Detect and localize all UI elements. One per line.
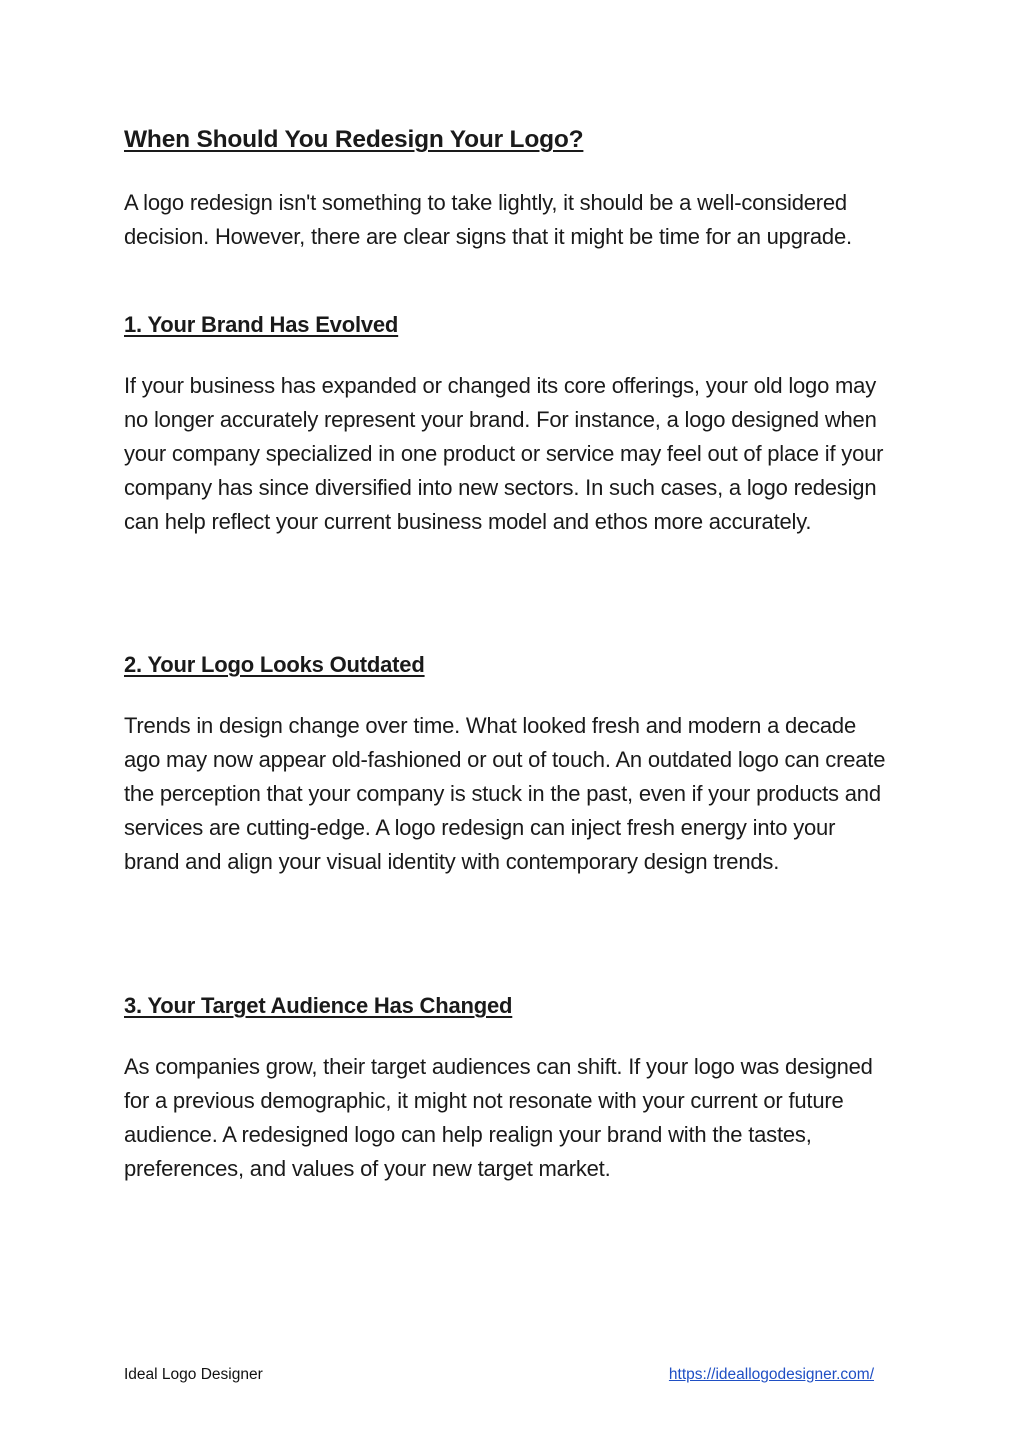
page-title: When Should You Redesign Your Logo? xyxy=(124,126,584,153)
footer-website-link[interactable]: https://ideallogodesigner.com/ xyxy=(668,1366,874,1383)
section-heading-brand-evolved: 1. Your Brand Has Evolved xyxy=(124,312,399,337)
section-body-brand-evolved: If your business has expanded or changed its core offerings, your old logo may no longer accurately represent your brand. For instance, a logo designed when your company specialized in one product or service may feel out of place if your company has since diversified into new sectors. In such cases, a logo redesign can help reflect your current business model and ethos more accurately. xyxy=(124,373,884,534)
footer-company-name: Ideal Logo Designer xyxy=(124,1366,263,1383)
section-heading-audience-changed: 3. Your Target Audience Has Changed xyxy=(124,993,513,1018)
section-body-audience-changed: As companies grow, their target audiences can shift. If your logo was designed for a previous demographic, it might not resonate with your current or future audience. A redesigned logo can help realign your brand with the tastes, preferences, and values of your new target market. xyxy=(124,1054,873,1181)
section-heading-logo-outdated: 2. Your Logo Looks Outdated xyxy=(124,652,425,677)
intro-paragraph: A logo redesign isn't something to take lightly, it should be a well-considered decision. However, there are clear signs that it might be time for an upgrade. xyxy=(124,190,852,249)
section-body-logo-outdated: Trends in design change over time. What looked fresh and modern a decade ago may now appear old-fashioned or out of touch. An outdated logo can create the perception that your company is stuck in the past, even if your products and services are cutting-edge. A logo redesign can inject fresh energy into your brand and align your visual identity with contemporary design trends. xyxy=(124,713,886,874)
